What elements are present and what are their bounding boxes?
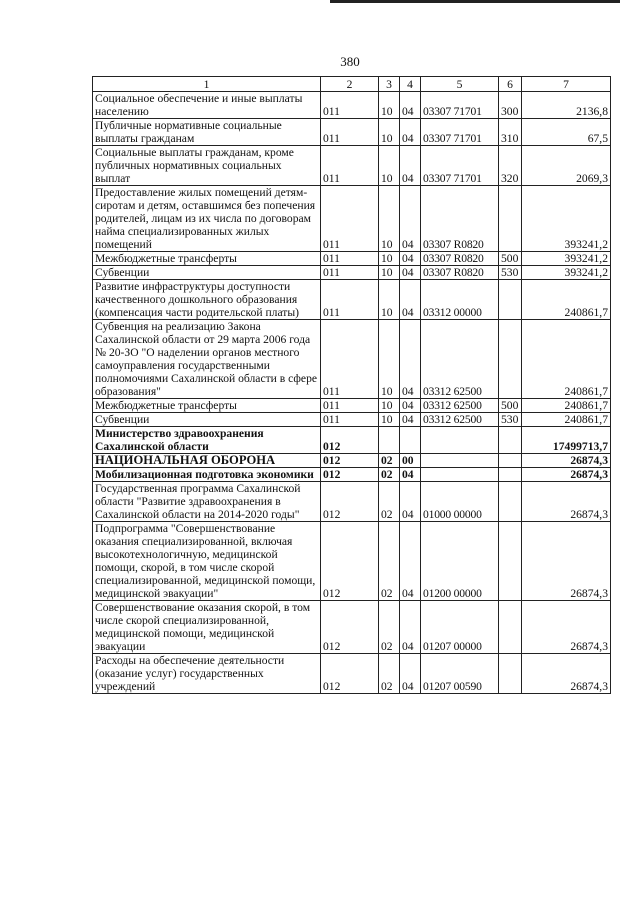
row-target-article: 03307 71701	[421, 146, 499, 186]
row-amount: 26874,3	[522, 468, 611, 482]
row-expense-type: 320	[499, 146, 522, 186]
row-description: Субвенции	[93, 266, 321, 280]
row-section-code: 10	[379, 119, 400, 146]
row-target-article: 01200 00000	[421, 522, 499, 601]
row-ministry-code: 011	[321, 119, 379, 146]
table-body	[93, 92, 611, 694]
header-cell: 6	[499, 77, 522, 92]
row-subsection-code: 04	[400, 468, 421, 482]
row-subsection-code: 04	[400, 522, 421, 601]
row-description: Публичные нормативные социальные выплаты гражданам	[93, 119, 321, 146]
row-ministry-code: 012	[321, 654, 379, 694]
row-expense-type	[499, 280, 522, 320]
row-subsection-code: 04	[400, 482, 421, 522]
row-target-article	[421, 468, 499, 482]
row-description: Межбюджетные трансферты	[93, 252, 321, 266]
table-row	[93, 119, 611, 146]
row-subsection-code: 04	[400, 266, 421, 280]
row-section-code: 10	[379, 413, 400, 427]
row-section-code: 02	[379, 654, 400, 694]
row-amount: 240861,7	[522, 280, 611, 320]
header-row	[93, 77, 611, 92]
row-description: Социальные выплаты гражданам, кроме публичных нормативных социальных выплат	[93, 146, 321, 186]
row-section-code: 02	[379, 601, 400, 654]
table-row	[93, 482, 611, 522]
table-row	[93, 654, 611, 694]
table-row	[93, 413, 611, 427]
row-expense-type: 310	[499, 119, 522, 146]
row-ministry-code: 011	[321, 266, 379, 280]
row-ministry-code: 011	[321, 252, 379, 266]
row-subsection-code: 04	[400, 654, 421, 694]
row-expense-type: 300	[499, 92, 522, 119]
row-ministry-code: 011	[321, 92, 379, 119]
row-expense-type: 500	[499, 252, 522, 266]
row-section-code: 10	[379, 92, 400, 119]
table-row	[93, 454, 611, 468]
row-amount: 2136,8	[522, 92, 611, 119]
table-row	[93, 320, 611, 399]
row-ministry-code: 012	[321, 601, 379, 654]
row-expense-type	[499, 468, 522, 482]
row-description: Мобилизационная подготовка экономики	[93, 468, 321, 482]
row-amount: 240861,7	[522, 413, 611, 427]
row-description: Социальное обеспечение и иные выплаты населению	[93, 92, 321, 119]
header-cell: 2	[321, 77, 379, 92]
row-target-article: 03307 R0820	[421, 252, 499, 266]
top-rule	[330, 0, 620, 3]
row-subsection-code: 04	[400, 413, 421, 427]
row-subsection-code: 00	[400, 454, 421, 468]
row-expense-type	[499, 427, 522, 454]
row-expense-type	[499, 522, 522, 601]
table-row	[93, 427, 611, 454]
row-ministry-code: 012	[321, 454, 379, 468]
row-section-code: 10	[379, 266, 400, 280]
budget-table	[92, 76, 611, 694]
table-row	[93, 186, 611, 252]
header-cell: 1	[93, 77, 321, 92]
row-amount: 67,5	[522, 119, 611, 146]
row-section-code: 10	[379, 399, 400, 413]
row-subsection-code: 04	[400, 601, 421, 654]
table-row	[93, 252, 611, 266]
header-cell: 3	[379, 77, 400, 92]
row-ministry-code: 012	[321, 482, 379, 522]
row-amount: 26874,3	[522, 454, 611, 468]
row-target-article: 03307 71701	[421, 92, 499, 119]
row-subsection-code: 04	[400, 252, 421, 266]
row-expense-type	[499, 601, 522, 654]
row-section-code: 02	[379, 522, 400, 601]
row-amount: 2069,3	[522, 146, 611, 186]
row-target-article: 01207 00590	[421, 654, 499, 694]
row-description: Субвенция на реализацию Закона Сахалинской области от 29 марта 2006 года № 20-ЗО "О наделении органов местного самоуправления государственными полномочиями Сахалинской области в сфере образования"	[93, 320, 321, 399]
row-target-article: 03307 71701	[421, 119, 499, 146]
row-expense-type	[499, 320, 522, 399]
row-amount: 393241,2	[522, 266, 611, 280]
row-expense-type	[499, 454, 522, 468]
header-cell: 7	[522, 77, 611, 92]
row-ministry-code: 012	[321, 468, 379, 482]
row-description: Развитие инфраструктуры доступности качественного дошкольного образования (компенсация части родительской платы)	[93, 280, 321, 320]
table-row	[93, 146, 611, 186]
header-cell: 5	[421, 77, 499, 92]
row-target-article: 03307 R0820	[421, 186, 499, 252]
header-cell: 4	[400, 77, 421, 92]
row-subsection-code: 04	[400, 146, 421, 186]
row-description: Министерство здравоохранения Сахалинской области	[93, 427, 321, 454]
row-subsection-code: 04	[400, 280, 421, 320]
table-row	[93, 266, 611, 280]
row-description: Государственная программа Сахалинской области "Развитие здравоохранения в Сахалинской области на 2014-2020 годы"	[93, 482, 321, 522]
row-expense-type: 530	[499, 413, 522, 427]
row-target-article: 01207 00000	[421, 601, 499, 654]
row-expense-type	[499, 654, 522, 694]
row-amount: 26874,3	[522, 482, 611, 522]
row-ministry-code: 011	[321, 280, 379, 320]
row-subsection-code: 04	[400, 399, 421, 413]
row-description: Предоставление жилых помещений детям-сиротам и детям, оставшимся без попечения родителей, лицам из их числа по договорам найма специализированных жилых помещений	[93, 186, 321, 252]
row-expense-type	[499, 186, 522, 252]
row-amount: 393241,2	[522, 186, 611, 252]
row-subsection-code: 04	[400, 119, 421, 146]
row-target-article: 01000 00000	[421, 482, 499, 522]
row-target-article: 03312 62500	[421, 320, 499, 399]
row-target-article: 03312 62500	[421, 413, 499, 427]
row-subsection-code: 04	[400, 92, 421, 119]
table-row	[93, 468, 611, 482]
row-description: Подпрограмма "Совершенствование оказания специализированной, включая высокотехнологичную, медицинской помощи, скорой, в том числе скорой специализированной, медицинской помощи, медицинской эвакуации"	[93, 522, 321, 601]
row-expense-type: 530	[499, 266, 522, 280]
row-section-code: 10	[379, 146, 400, 186]
row-section-code: 10	[379, 320, 400, 399]
row-section-code: 02	[379, 482, 400, 522]
row-description: Расходы на обеспечение деятельности (оказание услуг) государственных учреждений	[93, 654, 321, 694]
row-amount: 26874,3	[522, 654, 611, 694]
page-number: 380	[340, 54, 360, 69]
table-row	[93, 280, 611, 320]
table-row	[93, 92, 611, 119]
row-description: Межбюджетные трансферты	[93, 399, 321, 413]
row-ministry-code: 011	[321, 399, 379, 413]
row-description: Совершенствование оказания скорой, в том числе скорой специализированной, медицинской помощи, медицинской эвакуации	[93, 601, 321, 654]
row-section-code: 10	[379, 186, 400, 252]
row-target-article: 03312 00000	[421, 280, 499, 320]
row-amount: 393241,2	[522, 252, 611, 266]
row-target-article: 03312 62500	[421, 399, 499, 413]
row-expense-type: 500	[499, 399, 522, 413]
row-target-article: 03307 R0820	[421, 266, 499, 280]
row-subsection-code	[400, 427, 421, 454]
row-amount: 240861,7	[522, 399, 611, 413]
row-ministry-code: 012	[321, 427, 379, 454]
row-ministry-code: 011	[321, 413, 379, 427]
table-row	[93, 601, 611, 654]
row-subsection-code: 04	[400, 320, 421, 399]
table-row	[93, 522, 611, 601]
row-description: Субвенции	[93, 413, 321, 427]
row-ministry-code: 011	[321, 146, 379, 186]
row-section-code: 10	[379, 252, 400, 266]
row-expense-type	[499, 482, 522, 522]
row-amount: 26874,3	[522, 522, 611, 601]
row-description: НАЦИОНАЛЬНАЯ ОБОРОНА	[93, 454, 321, 468]
row-section-code	[379, 427, 400, 454]
row-amount: 240861,7	[522, 320, 611, 399]
row-section-code: 10	[379, 280, 400, 320]
row-subsection-code: 04	[400, 186, 421, 252]
row-ministry-code: 012	[321, 522, 379, 601]
row-amount: 26874,3	[522, 601, 611, 654]
row-amount: 17499713,7	[522, 427, 611, 454]
row-ministry-code: 011	[321, 186, 379, 252]
row-ministry-code: 011	[321, 320, 379, 399]
row-section-code: 02	[379, 468, 400, 482]
row-target-article	[421, 454, 499, 468]
row-section-code: 02	[379, 454, 400, 468]
row-target-article	[421, 427, 499, 454]
table-row	[93, 399, 611, 413]
